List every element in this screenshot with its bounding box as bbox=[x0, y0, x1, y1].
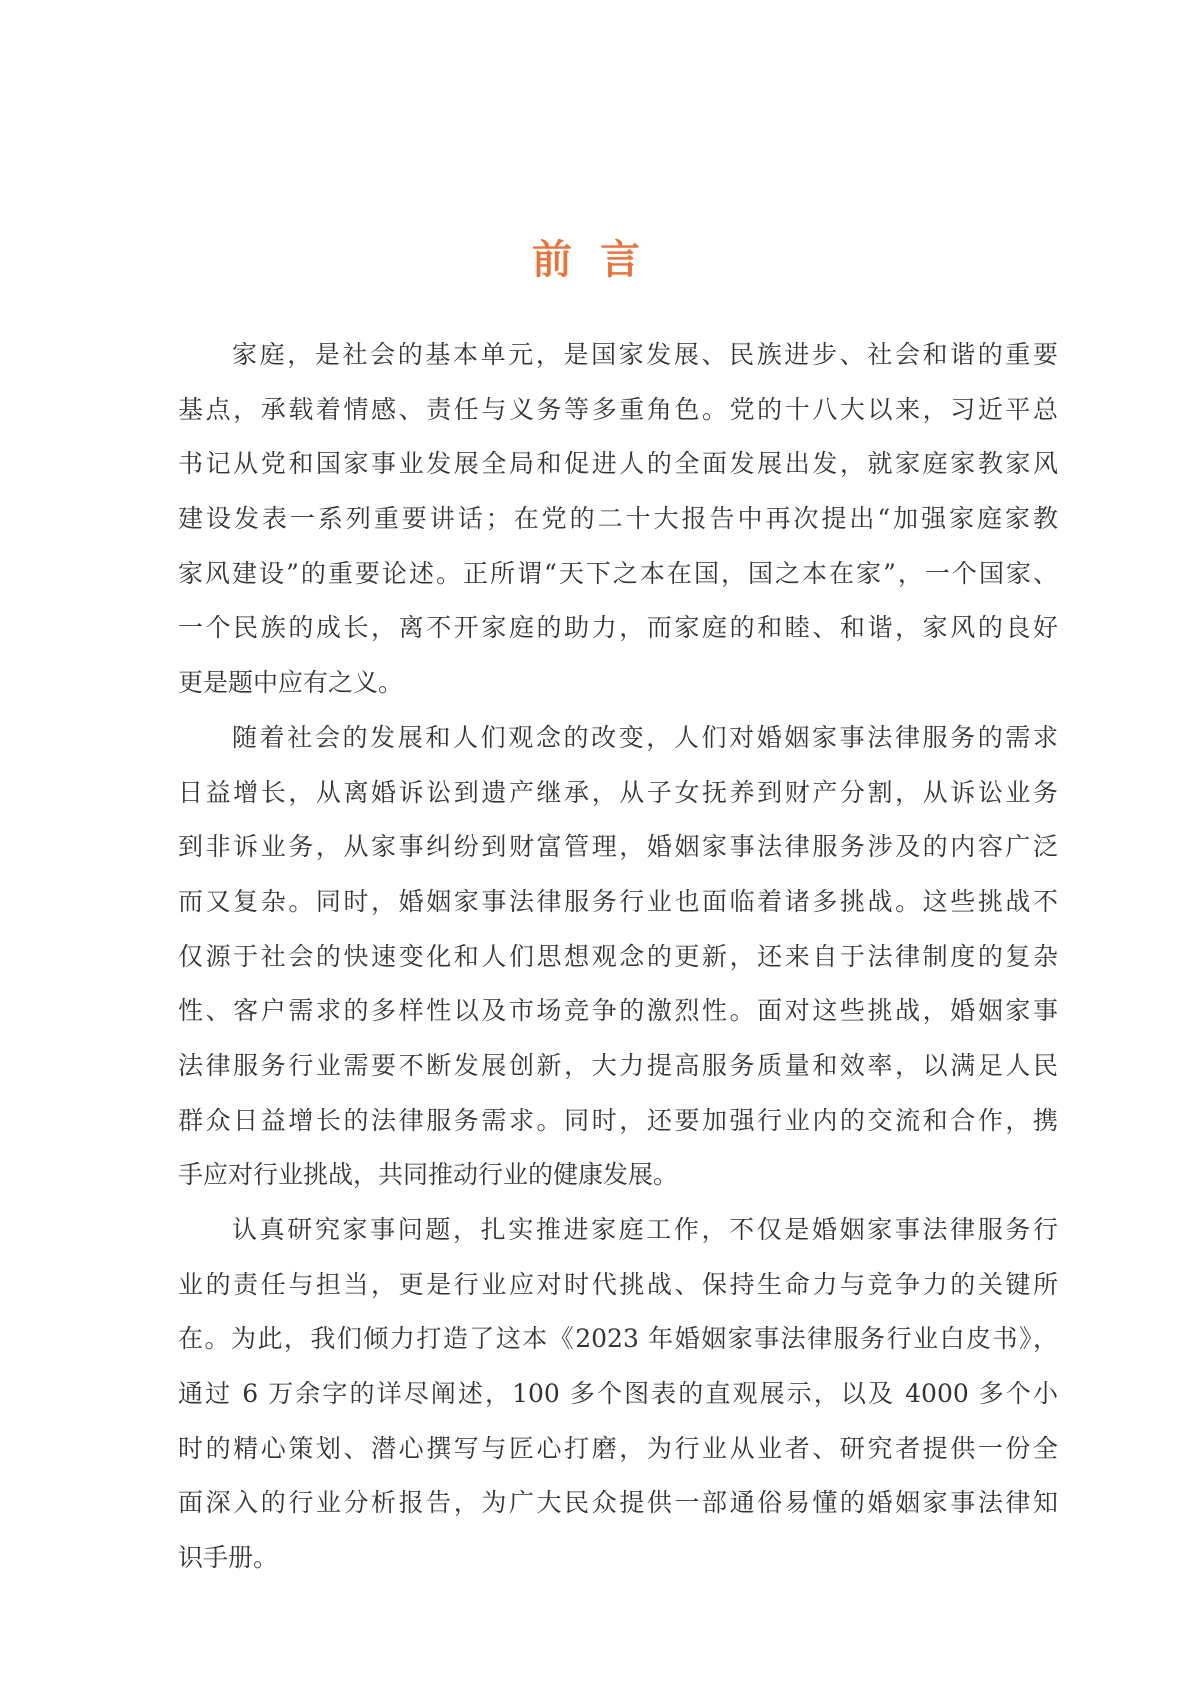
paragraph-line: 书记从党和国家事业发展全局和促进人的全面发展出发，就家庭家教家风 bbox=[178, 449, 1058, 479]
paragraph-line: 识手册。 bbox=[178, 1543, 279, 1573]
paragraph-line: 业的责任与担当，更是行业应对时代挑战、保持生命力与竞争力的关键所 bbox=[178, 1269, 1058, 1299]
page-title: 前言 bbox=[532, 236, 668, 283]
paragraph-line: 性、客户需求的多样性以及市场竞争的激烈性。面对这些挑战，婚姻家事 bbox=[178, 996, 1058, 1026]
paragraph-line: 在。为此，我们倾力打造了这本《2023 年婚姻家事法律服务行业白皮书》， bbox=[178, 1324, 1058, 1354]
paragraph-line: 面深入的行业分析报告，为广大民众提供一部通俗易懂的婚姻家事法律知 bbox=[178, 1488, 1058, 1518]
paragraph-line: 随着社会的发展和人们观念的改变，人们对婚姻家事法律服务的需求 bbox=[232, 722, 1058, 752]
paragraph-line: 而又复杂。同时，婚姻家事法律服务行业也面临着诸多挑战。这些挑战不 bbox=[178, 886, 1058, 916]
paragraph-line: 建设发表一系列重要讲话；在党的二十大报告中再次提出“加强家庭家教 bbox=[178, 504, 1058, 534]
preface-body bbox=[178, 328, 1058, 1586]
paragraph-line: 仅源于社会的快速变化和人们思想观念的更新，还来自于法律制度的复杂 bbox=[178, 941, 1058, 971]
paragraph-line: 手应对行业挑战，共同推动行业的健康发展。 bbox=[178, 1160, 679, 1190]
paragraph-line: 更是题中应有之义。 bbox=[178, 668, 404, 698]
paragraph-line: 家庭，是社会的基本单元，是国家发展、民族进步、社会和谐的重要 bbox=[232, 340, 1058, 369]
paragraph-line: 认真研究家事问题，扎实推进家庭工作，不仅是婚姻家事法律服务行 bbox=[232, 1215, 1058, 1244]
paragraph bbox=[178, 711, 1058, 1203]
paragraph-line: 日益增长，从离婚诉讼到遗产继承，从子女抚养到财产分割，从诉讼业务 bbox=[178, 777, 1058, 807]
paragraph-line: 法律服务行业需要不断发展创新，大力提高服务质量和效率，以满足人民 bbox=[178, 1050, 1058, 1080]
paragraph bbox=[178, 328, 1058, 711]
paragraph-line: 到非诉业务，从家事纠纷到财富管理，婚姻家事法律服务涉及的内容广泛 bbox=[178, 832, 1058, 862]
paragraph-line: 家风建设”的重要论述。正所谓“天下之本在国，国之本在家”，一个国家、 bbox=[178, 558, 1058, 588]
paragraph-line: 基点，承载着情感、责任与义务等多重角色。党的十八大以来，习近平总 bbox=[178, 394, 1058, 424]
paragraph-line: 时的精心策划、潜心撰写与匠心打磨，为行业从业者、研究者提供一份全 bbox=[178, 1433, 1058, 1463]
paragraph-line: 一个民族的成长，离不开家庭的助力，而家庭的和睦、和谐，家风的良好 bbox=[178, 613, 1058, 643]
paragraph-line: 通过 6 万余字的详尽阐述，100 多个图表的直观展示，以及 4000 多个小 bbox=[178, 1379, 1058, 1409]
paragraph bbox=[178, 1203, 1058, 1586]
paragraph-line: 群众日益增长的法律服务需求。同时，还要加强行业内的交流和合作，携 bbox=[178, 1105, 1058, 1135]
